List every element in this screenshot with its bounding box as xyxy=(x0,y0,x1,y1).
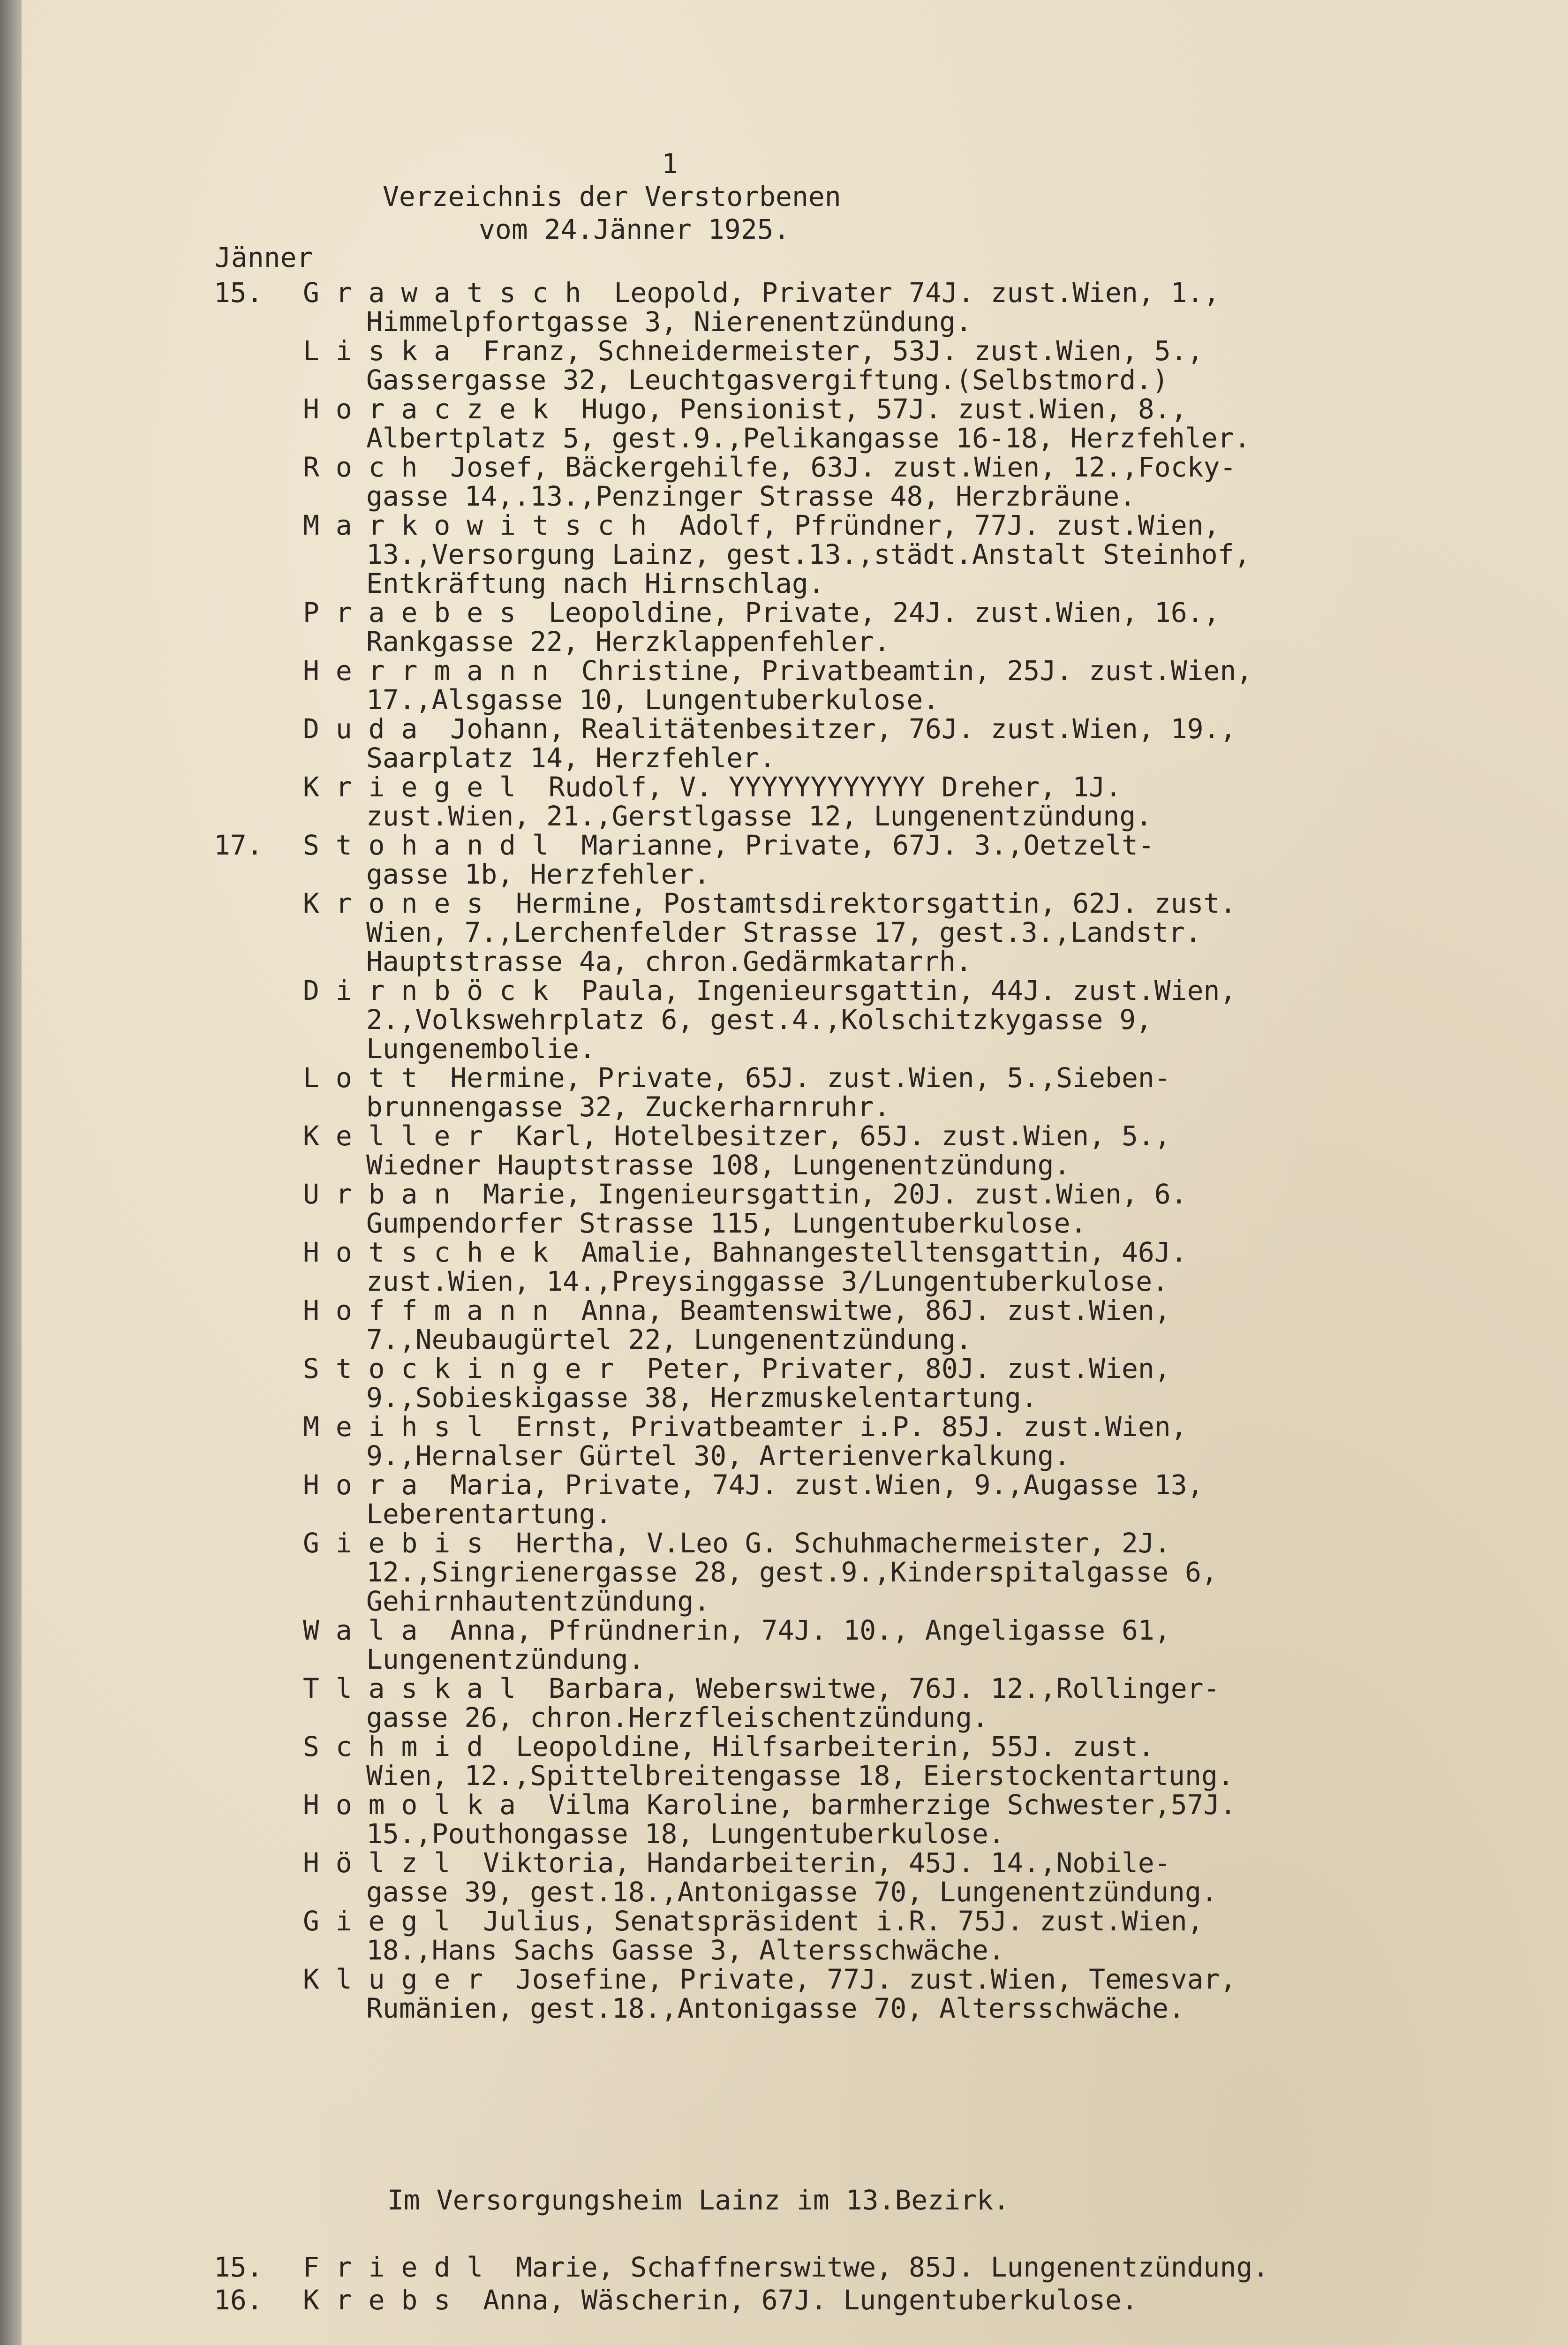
entry-line-2: Wien, 12.,Spittelbreitengasse 18, Eierstockentartung. xyxy=(366,1760,1234,1792)
entry-line-2: Wiedner Hauptstrasse 108, Lungenentzündung. xyxy=(366,1149,1070,1181)
entry-line-2: 2.,Volkswehrplatz 6, gest.4.,Kolschitzkygasse 9, xyxy=(366,1004,1153,1036)
entry-line-1: G i e g l Julius, Senatspräsident i.R. 75J. zust.Wien, xyxy=(303,1905,1204,1937)
entry-line-2: gasse 14,.13.,Penzinger Strasse 48, Herzbräune. xyxy=(366,480,1136,512)
entry-line-2: 13.,Versorgung Lainz, gest.13.,städt.Anstalt Steinhof, xyxy=(366,538,1251,570)
entry-row xyxy=(22,1672,1568,1731)
entry-row xyxy=(22,2251,1568,2284)
entry-line-1: S t o c k i n g e r Peter, Privater, 80J. zust.Wien, xyxy=(303,1353,1171,1384)
entry-line-1: H e r r m a n n Christine, Privatbeamtin, 25J. zust.Wien, xyxy=(303,655,1253,687)
entry-line-2: 9.,Sobieskigasse 38, Herzmuskelentartung. xyxy=(366,1382,1038,1414)
scan-edge xyxy=(0,0,22,2345)
entry-line-2: Himmelpfortgasse 3, Nierenentzündung. xyxy=(366,306,972,338)
lainz-entries-list xyxy=(22,2251,1568,2317)
entry-line-1: K r o n e s Hermine, Postamtsdirektorsgattin, 62J. zust. xyxy=(303,887,1236,919)
entry-row xyxy=(22,1120,1568,1181)
entry-day: 16. xyxy=(214,2284,263,2316)
entry-line-2: 18.,Hans Sachs Gasse 3, Altersschwäche. xyxy=(366,1934,1005,1966)
entry-row xyxy=(22,829,1568,890)
entry-row xyxy=(22,1178,1568,1239)
entry-row xyxy=(22,1963,1568,2024)
entry-line-2: Rumänien, gest.18.,Antonigasse 70, Altersschwäche. xyxy=(366,1992,1185,2024)
entry-row xyxy=(22,451,1568,512)
entry-row xyxy=(22,335,1568,396)
entry-row xyxy=(22,1789,1568,1850)
entry-line-1: D i r n b ö c k Paula, Ingenieursgattin, 44J. zust.Wien, xyxy=(303,975,1236,1006)
entry-line-1: L o t t Hermine, Private, 65J. zust.Wien, 5.,Sieben- xyxy=(303,1062,1171,1094)
entry-row xyxy=(22,1905,1568,1966)
entry-line-1: M a r k o w i t s c h Adolf, Pfründner, 77J. zust.Wien, xyxy=(303,509,1220,541)
page-number: 1 xyxy=(662,148,678,180)
entry-line-1: H o t s c h e k Amalie, Bahnangestelltensgattin, 46J. xyxy=(303,1236,1187,1268)
entry-line-2: brunnengasse 32, Zuckerharnruhr. xyxy=(366,1091,890,1123)
entry-row xyxy=(22,1294,1568,1353)
entry-line-1: G i e b i s Hertha, V.Leo G. Schuhmachermeister, 2J. xyxy=(303,1527,1171,1559)
entry-line-2: Rankgasse 22, Herzklappenfehler. xyxy=(366,626,890,658)
entry-line-2: 12.,Singrienergasse 28, gest.9.,Kinderspitalgasse 6, xyxy=(366,1556,1218,1588)
entry-row xyxy=(22,1411,1568,1472)
entry-line-1: H o f f m a n n Anna, Beamtenswitwe, 86J. zust.Wien, xyxy=(303,1294,1171,1326)
entry-line-2: zust.Wien, 14.,Preysinggasse 3/Lungentuberkulose. xyxy=(366,1265,1169,1297)
entry-row xyxy=(22,975,1568,1065)
entry-line-2: Gumpendorfer Strasse 115, Lungentuberkulose. xyxy=(366,1207,1087,1239)
entry-line-3: Lungenembolie. xyxy=(366,1033,596,1065)
entry-line-2: 7.,Neubaugürtel 22, Lungenentzündung. xyxy=(366,1324,972,1355)
entry-row xyxy=(22,771,1568,832)
entry-line-1: K e l l e r Karl, Hotelbesitzer, 65J. zust.Wien, 5., xyxy=(303,1120,1171,1152)
entry-line-1: H o m o l k a Vilma Karoline, barmherzige Schwester,57J. xyxy=(303,1789,1236,1821)
entry-line-1: S c h m i d Leopoldine, Hilfsarbeiterin, 55J. zust. xyxy=(303,1731,1154,1763)
entry-day: 15. xyxy=(214,2251,263,2283)
document-title: Verzeichnis der Verstorbenen xyxy=(383,181,841,212)
entry-row xyxy=(22,1527,1568,1617)
entry-row xyxy=(22,1236,1568,1297)
entry-line-2: Lungenentzündung. xyxy=(366,1643,645,1675)
entry-line-2: zust.Wien, 21.,Gerstlgasse 12, Lungenentzündung. xyxy=(366,800,1153,832)
entry-row xyxy=(22,1469,1568,1530)
entry-line-2: Wien, 7.,Lerchenfelder Strasse 17, gest.3.,Landstr. xyxy=(366,916,1201,948)
entry-line-1: H o r a Maria, Private, 74J. zust.Wien, 9.,Augasse 13, xyxy=(303,1469,1204,1501)
entry-line-3: Hauptstrasse 4a, chron.Gedärmkatarrh. xyxy=(366,946,972,977)
entry-line-2: 17.,Alsgasse 10, Lungentuberkulose. xyxy=(366,684,940,716)
entry-row xyxy=(22,1353,1568,1414)
entry-row xyxy=(22,597,1568,658)
entry-row xyxy=(22,655,1568,716)
entry-line-3: Gehirnhautentzündung. xyxy=(366,1585,710,1617)
entry-day: 15. xyxy=(214,277,263,309)
entry-line-1: D u d a Johann, Realitätenbesitzer, 76J. zust.Wien, 19., xyxy=(303,713,1236,745)
entry-row xyxy=(22,277,1568,338)
entry-line-1: P r a e b e s Leopoldine, Private, 24J. zust.Wien, 16., xyxy=(303,597,1220,628)
entry-line-1: K r i e g e l Rudolf, V. YYYYYYYYYYYY Dreher, 1J. xyxy=(303,771,1122,803)
entry-row xyxy=(22,1847,1568,1908)
entry-line-2: 15.,Pouthongasse 18, Lungentuberkulose. xyxy=(366,1818,1005,1850)
entry-line-1: R o c h Josef, Bäckergehilfe, 63J. zust.Wien, 12.,Focky- xyxy=(303,451,1236,483)
entry-line-1: H ö l z l Viktoria, Handarbeiterin, 45J. 14.,Nobile- xyxy=(303,1847,1171,1879)
entry-line-2: gasse 39, gest.18.,Antonigasse 70, Lungenentzündung. xyxy=(366,1876,1218,1908)
entries-list xyxy=(22,277,1568,2024)
entry-line-1: K r e b s Anna, Wäscherin, 67J. Lungentuberkulose. xyxy=(303,2284,1138,2316)
entry-row xyxy=(22,2284,1568,2317)
document-page xyxy=(22,0,1568,2345)
entry-line-1: S t o h a n d l Marianne, Private, 67J. 3.,Oetzelt- xyxy=(303,829,1154,861)
entry-row xyxy=(22,393,1568,454)
entry-line-2: 9.,Hernalser Gürtel 30, Arterienverkalkung. xyxy=(366,1440,1070,1472)
entry-line-2: gasse 26, chron.Herzfleischentzündung. xyxy=(366,1702,988,1733)
entry-row xyxy=(22,1614,1568,1675)
entry-line-2: Albertplatz 5, gest.9.,Pelikangasse 16-18, Herzfehler. xyxy=(366,422,1251,454)
entry-line-1: L i s k a Franz, Schneidermeister, 53J. zust.Wien, 5., xyxy=(303,335,1204,367)
section-title: Im Versorgungsheim Lainz im 13.Bezirk. xyxy=(387,2184,1010,2216)
month-label: Jänner xyxy=(215,242,313,273)
entry-row xyxy=(22,1731,1568,1792)
entry-line-1: H o r a c z e k Hugo, Pensionist, 57J. zust.Wien, 8., xyxy=(303,393,1187,425)
entry-line-1: W a l a Anna, Pfründnerin, 74J. 10., Angeligasse 61, xyxy=(303,1614,1171,1646)
entry-line-1: G r a w a t s c h Leopold, Privater 74J. zust.Wien, 1., xyxy=(303,277,1220,309)
entry-line-1: K l u g e r Josefine, Private, 77J. zust.Wien, Temesvar, xyxy=(303,1963,1236,1995)
entry-line-2: Saarplatz 14, Herzfehler. xyxy=(366,742,776,774)
entry-line-1: M e i h s l Ernst, Privatbeamter i.P. 85J. zust.Wien, xyxy=(303,1411,1187,1443)
entry-line-2: gasse 1b, Herzfehler. xyxy=(366,858,710,890)
entry-line-2: Leberentartung. xyxy=(366,1498,612,1530)
entry-line-1: U r b a n Marie, Ingenieursgattin, 20J. zust.Wien, 6. xyxy=(303,1178,1187,1210)
entry-line-2: Gassergasse 32, Leuchtgasvergiftung.(Selbstmord.) xyxy=(366,364,1169,396)
entry-row xyxy=(22,887,1568,975)
document-subtitle: vom 24.Jänner 1925. xyxy=(479,213,790,245)
entry-line-3: Entkräftung nach Hirnschlag. xyxy=(366,567,825,599)
entry-row xyxy=(22,509,1568,597)
entry-row xyxy=(22,1062,1568,1123)
entry-row xyxy=(22,713,1568,774)
entry-line-1: F r i e d l Marie, Schaffnerswitwe, 85J. Lungenentzündung. xyxy=(303,2251,1269,2283)
entry-day: 17. xyxy=(214,829,263,861)
entry-line-1: T l a s k a l Barbara, Weberswitwe, 76J. 12.,Rollinger- xyxy=(303,1672,1220,1704)
